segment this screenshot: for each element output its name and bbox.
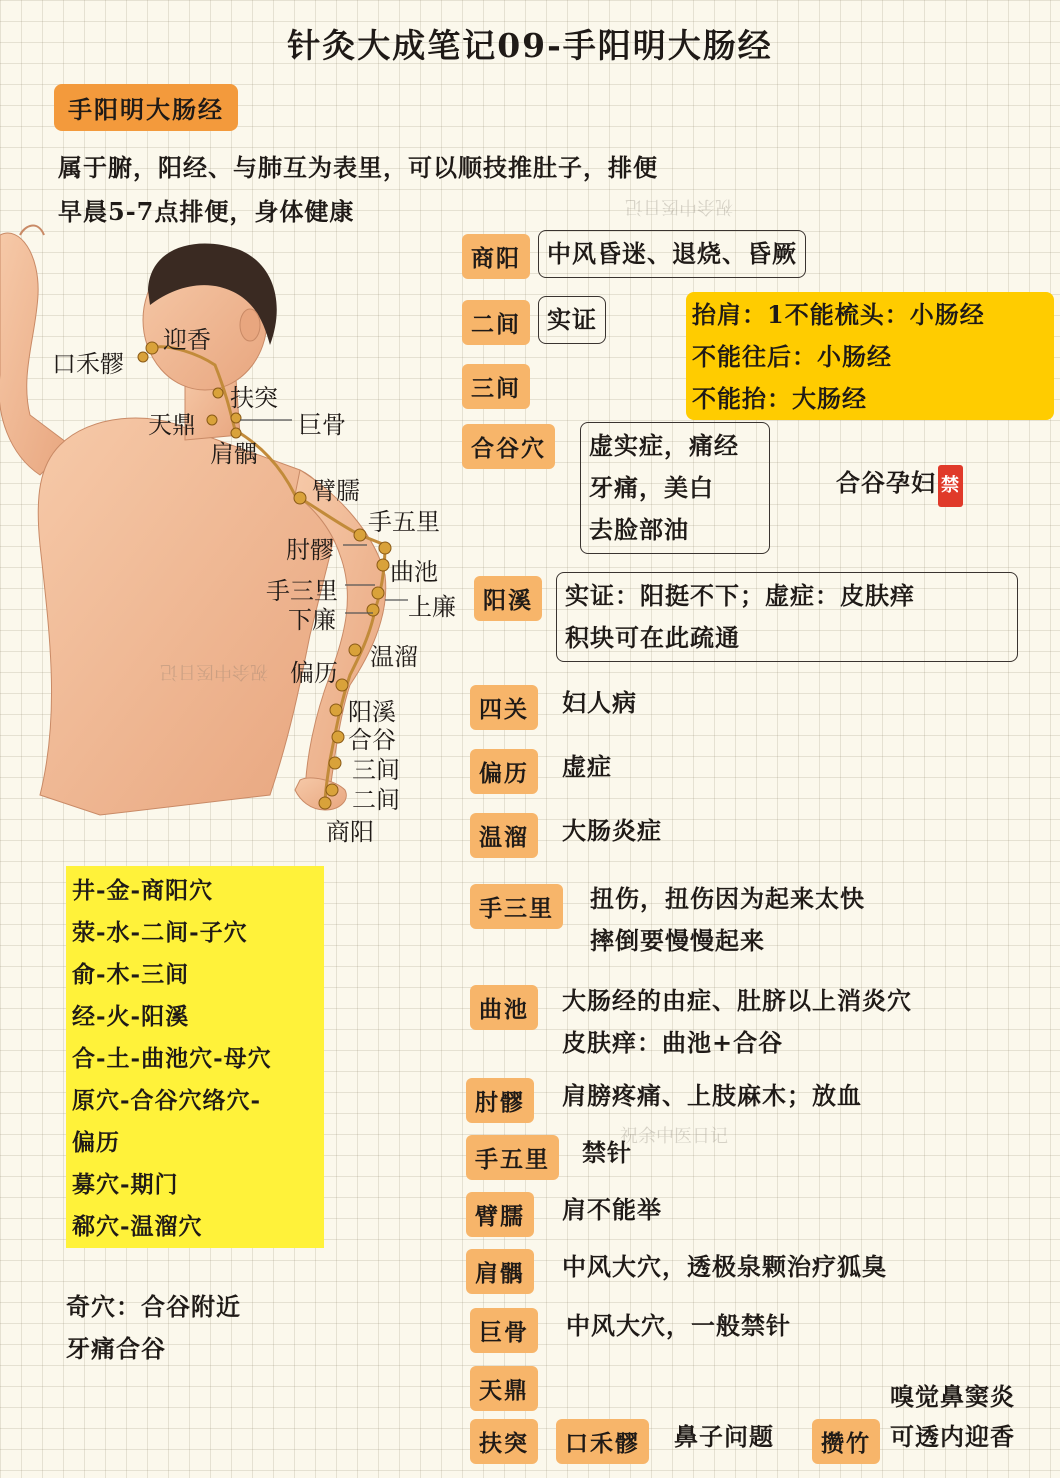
tag-yangxi: 阳溪 bbox=[474, 576, 542, 621]
label-binao: 臂臑 bbox=[312, 477, 360, 505]
label-yingxiang: 迎香 bbox=[163, 326, 211, 354]
desc-quchi bbox=[562, 980, 912, 1064]
tag-shouwuli: 手五里 bbox=[466, 1135, 559, 1180]
label-pianli: 偏历 bbox=[290, 659, 338, 687]
watermark-1: 祝余中医日记 bbox=[625, 196, 733, 217]
wuxing-line-8: 募穴-期门 bbox=[72, 1171, 179, 1198]
label-jugu: 巨骨 bbox=[298, 411, 346, 439]
tag-quchi: 曲池 bbox=[470, 985, 538, 1030]
wuxing-line-3: 俞-木-三间 bbox=[72, 961, 190, 988]
label-wenliu: 温溜 bbox=[370, 643, 418, 671]
desc-erjian: 实证 bbox=[538, 296, 606, 344]
wuxing-line-5: 合-土-曲池穴-母穴 bbox=[72, 1045, 272, 1072]
tag-jugu: 巨骨 bbox=[470, 1308, 538, 1353]
label-jianyu: 肩髃 bbox=[210, 440, 258, 468]
shoulder-note bbox=[686, 292, 1054, 420]
watermark-3: 祝余中医日记 bbox=[620, 1126, 728, 1147]
desc-zhouliao: 肩膀疼痛、上肢麻木；放血 bbox=[562, 1081, 862, 1110]
tag-wenliu: 温溜 bbox=[470, 813, 538, 858]
tag-binao: 臂臑 bbox=[466, 1192, 534, 1237]
tag-hegu: 合谷穴 bbox=[462, 424, 555, 469]
desc-shangyang: 中风昏迷、退烧、昏厥 bbox=[538, 230, 806, 278]
tag-futu: 扶突 bbox=[470, 1419, 538, 1464]
desc-siguan: 妇人病 bbox=[562, 688, 637, 717]
desc-quchi-2: 皮肤痒：曲池+合谷 bbox=[562, 1028, 784, 1057]
tag-pianli: 偏历 bbox=[470, 749, 538, 794]
label-shouwuli: 手五里 bbox=[368, 508, 440, 536]
label-sanjian: 三间 bbox=[352, 756, 400, 784]
tag-shousanli: 手三里 bbox=[470, 884, 563, 929]
wuxing-box bbox=[66, 866, 324, 1248]
intro-line-2: 早晨5-7点排便，身体健康 bbox=[58, 197, 355, 226]
desc-shousanli-2: 摔倒要慢慢起来 bbox=[590, 926, 765, 955]
desc-binao: 肩不能举 bbox=[562, 1195, 662, 1224]
watermark-2: 祝余中医日记 bbox=[160, 661, 268, 682]
wuxing-line-2: 荥-水-二间-子穴 bbox=[72, 919, 248, 946]
desc-wenliu: 大肠炎症 bbox=[562, 816, 662, 845]
desc-hegu bbox=[580, 422, 770, 554]
desc-yangxi-2: 积块可在此疏通 bbox=[565, 623, 740, 652]
desc-quchi-1: 大肠经的由症、肚脐以上消炎穴 bbox=[562, 986, 912, 1015]
wuxing-line-6: 原穴-合谷穴络穴- bbox=[72, 1087, 262, 1114]
label-shanglian: 上廉 bbox=[408, 593, 456, 621]
desc-jugu: 中风大穴，一般禁针 bbox=[566, 1311, 791, 1340]
label-zhouliao: 肘髎 bbox=[286, 536, 334, 564]
desc-shousanli-1: 扭伤，扭伤因为起来太快 bbox=[590, 884, 865, 913]
label-erjian: 二间 bbox=[352, 786, 400, 814]
wuxing-line-7: 偏历 bbox=[72, 1129, 120, 1156]
label-xialian: 下廉 bbox=[288, 606, 336, 634]
label-shangyang: 商阳 bbox=[326, 818, 374, 846]
label-futu: 扶突 bbox=[230, 384, 278, 412]
tag-erjian: 二间 bbox=[462, 300, 530, 345]
shoulder-note-line-3: 不能抬：大肠经 bbox=[692, 384, 867, 413]
wuxing-line-1: 井-金-商阳穴 bbox=[72, 877, 214, 904]
extra-points bbox=[66, 1286, 241, 1370]
wuxing-line-9: 郗穴-温溜穴 bbox=[72, 1213, 203, 1240]
tag-tianding: 天鼎 bbox=[470, 1366, 538, 1411]
desc-shouwuli: 禁针 bbox=[582, 1138, 632, 1167]
label-hegu: 合谷 bbox=[348, 726, 396, 754]
desc-jianyu: 中风大穴，透极泉颗治疗狐臭 bbox=[562, 1252, 887, 1281]
wuxing-line-4: 经-火-阳溪 bbox=[72, 1003, 190, 1030]
label-quchi: 曲池 bbox=[390, 558, 438, 586]
tag-jianyu: 肩髃 bbox=[466, 1249, 534, 1294]
tag-kouheliao: 口禾髎 bbox=[556, 1419, 649, 1464]
extra-points-2: 牙痛合谷 bbox=[66, 1334, 166, 1363]
shoulder-note-line-2: 不能往后：小肠经 bbox=[692, 342, 892, 371]
label-shousanli: 手三里 bbox=[266, 577, 338, 605]
page-title: 针灸大成笔记09-手阳明大肠经 bbox=[287, 26, 773, 65]
tag-cuanzhu: 攒竹 bbox=[812, 1419, 880, 1464]
label-tianding: 天鼎 bbox=[148, 411, 196, 439]
hegu-pregnancy-text: 合谷孕妇 bbox=[836, 468, 936, 497]
desc-yangxi-1: 实证：阳挺不下；虚症：皮肤痒 bbox=[565, 581, 915, 610]
desc-shousanli bbox=[590, 878, 865, 962]
cuanzhu-extra: 嗅觉鼻窦炎 bbox=[890, 1382, 1015, 1411]
shoulder-note-line-1: 抬肩：1不能梳头：小肠经 bbox=[692, 300, 985, 329]
desc-hegu-3: 去脸部油 bbox=[589, 515, 689, 544]
label-yangxi: 阳溪 bbox=[348, 698, 396, 726]
desc-yangxi bbox=[556, 572, 1018, 662]
label-kouheliao: 口禾髎 bbox=[52, 350, 124, 378]
extra-points-1: 奇穴：合谷附近 bbox=[66, 1292, 241, 1321]
tag-shangyang: 商阳 bbox=[462, 234, 530, 279]
intro-line-1: 属于腑，阳经、与肺互为表里，可以顺技推肚子，排便 bbox=[58, 153, 658, 182]
desc-cuanzhu: 可透内迎香 bbox=[890, 1422, 1015, 1451]
tag-zhouliao: 肘髎 bbox=[466, 1078, 534, 1123]
desc-kouheliao: 鼻子问题 bbox=[674, 1422, 774, 1451]
hegu-pregnancy-note bbox=[836, 462, 963, 507]
desc-hegu-1: 虚实症，痛经 bbox=[589, 431, 739, 460]
desc-hegu-2: 牙痛，美白 bbox=[589, 473, 714, 502]
section-tag: 手阳明大肠经 bbox=[54, 84, 238, 131]
tag-sanjian: 三间 bbox=[462, 364, 530, 409]
ban-badge: 禁 bbox=[938, 465, 963, 507]
desc-pianli: 虚症 bbox=[562, 752, 612, 781]
tag-siguan: 四关 bbox=[470, 685, 538, 730]
